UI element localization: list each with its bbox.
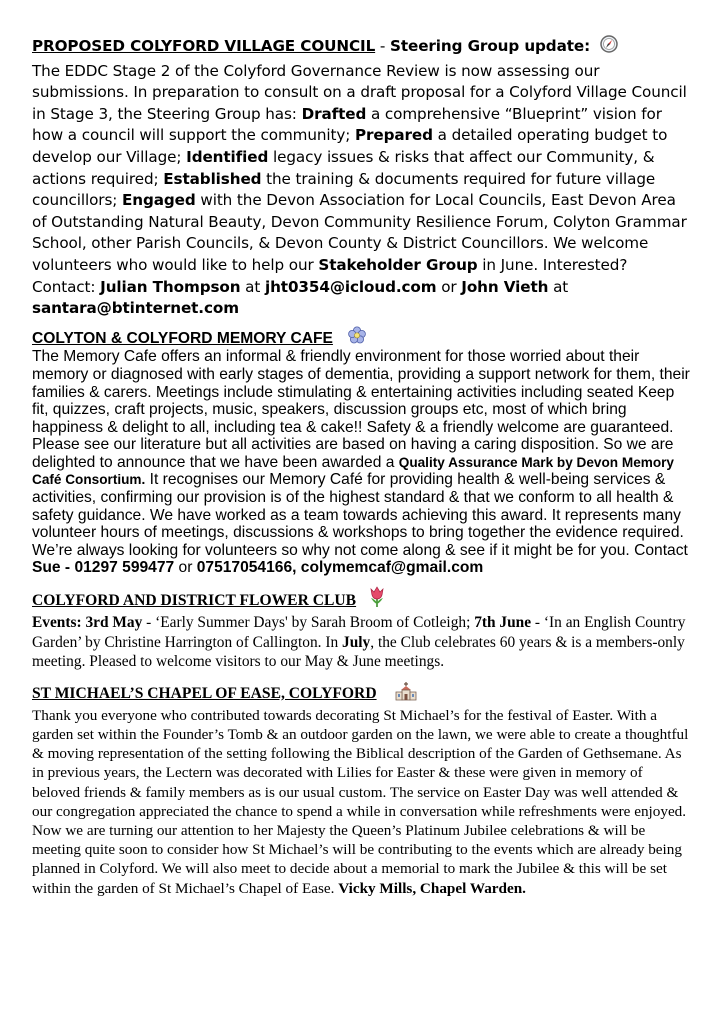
- memory-cafe-contact-email[interactable]: 07517054166, colymemcaf@gmail.com: [196, 559, 484, 577]
- chapel-heading: ST MICHAEL’S CHAPEL OF EASE, COLYFORD: [32, 684, 377, 702]
- council-prepared: Prepared: [355, 126, 433, 145]
- council-email-john[interactable]: santara@btinternet.com: [32, 299, 239, 318]
- flower-club-events-label: Events: 3rd May: [32, 614, 143, 632]
- memory-cafe-heading: COLYTON & COLYFORD MEMORY CAFE: [32, 329, 333, 347]
- council-subheading: Steering Group update:: [390, 37, 591, 55]
- memory-cafe-text-3: or: [174, 559, 197, 577]
- council-text-9: or: [436, 277, 462, 296]
- council-identified: Identified: [186, 147, 269, 166]
- council-section: [32, 34, 694, 320]
- council-text-6: with the Devon Association for Local Councils, East Devon Area of Outstanding Natural Beauty, Devon Community Resilience Forum, Colyton Grammar School, other Parish Councils, & Devon County & District Councillors. We welcome volunteers who would like to help our: [32, 191, 687, 274]
- council-text-4: legacy issues & risks that affect our Community, & actions required;: [32, 147, 655, 188]
- flower-club-july: July: [342, 633, 371, 651]
- council-drafted: Drafted: [301, 104, 367, 123]
- council-text-1: The EDDC Stage 2 of the Colyford Governance Review is now assessing our submissions. In preparation to consult on a draft proposal for a Colyford Village Council in Stage 3, the Steering Group has:: [32, 61, 687, 123]
- council-contact-john: John Vieth: [461, 277, 549, 296]
- council-contact-julian: Julian Thompson: [100, 277, 241, 296]
- memory-cafe-text-2: It recognises our Memory Café for providing health & well-being services & activities, confirming our provision is of the highest standard & that we conform to all health & safety guidance. We have worked as a team towards achieving this award. It represents many volunteer hours of meetings, discussions & workshops to bring together the evidence required. We’re always looking for volunteers so why not come along & see if it might be for you. Contact: [32, 471, 688, 559]
- council-email-julian[interactable]: jht0354@icloud.com: [264, 277, 437, 296]
- council-heading: PROPOSED COLYFORD VILLAGE COUNCIL: [32, 37, 376, 55]
- memory-cafe-award: Quality Assurance Mark by Devon Memory Café Consortium.: [32, 454, 674, 488]
- council-text-7: in June. Interested? Contact:: [32, 255, 628, 296]
- tulip-icon: [368, 586, 386, 613]
- memory-cafe-section: [32, 326, 694, 577]
- newsletter-page: [32, 34, 694, 898]
- memory-cafe-contact-sue: Sue - 01297 599477: [32, 559, 175, 577]
- flower-club-june-date: 7th June: [474, 614, 532, 632]
- flower-icon: [347, 326, 367, 349]
- chapel-text-1: Thank you everyone who contributed towards decorating St Michael’s for the festival of Easter. With a garden set within the Founder’s Tomb & an outdoor garden on the lawn, we were able to create a thoughtful & moving representation of the setting following the Biblical description of the Garden of Gethsemane. As in previous years, the Lectern was decorated with Lilies for Easter & these were given in memory of beloved friends & family members as is our usual custom. The service on Easter Day was well attended & our congregation appreciated the chance to spend a while in conversation while refreshments were enjoyed. Now we are turning our attention to her Majesty the Queen’s Platinum Jubilee celebrations & will be meeting quite soon to consider how St Michael’s will be contributing to the events which are already being planned in Colyford. We will also meet to decide about a memorial to mark the Jubilee & this will be set within the garden of St Michael’s Chapel of Ease.: [32, 706, 689, 897]
- council-text-2: a comprehensive “Blueprint” vision for how a council will support the community;: [32, 104, 662, 145]
- chapel-section: [32, 681, 694, 898]
- flower-club-heading: COLYFORD AND DISTRICT FLOWER CLUB: [32, 592, 357, 610]
- council-stakeholder-group: Stakeholder Group: [318, 255, 478, 274]
- flower-club-section: [32, 586, 694, 672]
- council-engaged: Engaged: [122, 191, 196, 210]
- compass-icon: [598, 34, 620, 61]
- council-text-8: at: [240, 277, 265, 296]
- memory-cafe-text-1: The Memory Cafe offers an informal & friendly environment for those worried about their memory or diagnosed with early stages of dementia, providing a support network for them, their families & carers. Meetings include stimulating & entertaining activities including seated Keep fit, quizzes, craft projects, music, speakers, discussion groups etc, most of which bring happiness & delight to all, including tea & cake!! Safety & a friendly welcome are guaranteed. Please see our literature but all activities are based on having a caring disposition. So we are delighted to announce that we have been awarded a: [32, 348, 690, 471]
- church-icon: [395, 681, 417, 706]
- council-text-3: a detailed operating budget to develop our Village;: [32, 126, 668, 166]
- flower-club-text-2: - ‘In an English Country Garden’ by Christine Harrington of Callington. In: [32, 614, 686, 651]
- council-text-10: at: [548, 277, 569, 296]
- chapel-signature: Vicky Mills, Chapel Warden.: [338, 879, 526, 897]
- flower-club-text-3: , the Club celebrates 60 years & is a members-only meeting. Pleased to welcome visitors to our May & June meetings.: [32, 633, 685, 671]
- council-heading-sep: -: [375, 37, 390, 55]
- flower-club-text-1: - ‘Early Summer Days' by Sarah Broom of Cotleigh;: [142, 614, 475, 632]
- council-established: Established: [163, 169, 262, 188]
- council-text-5: the training & documents required for future village councillors;: [32, 169, 656, 210]
